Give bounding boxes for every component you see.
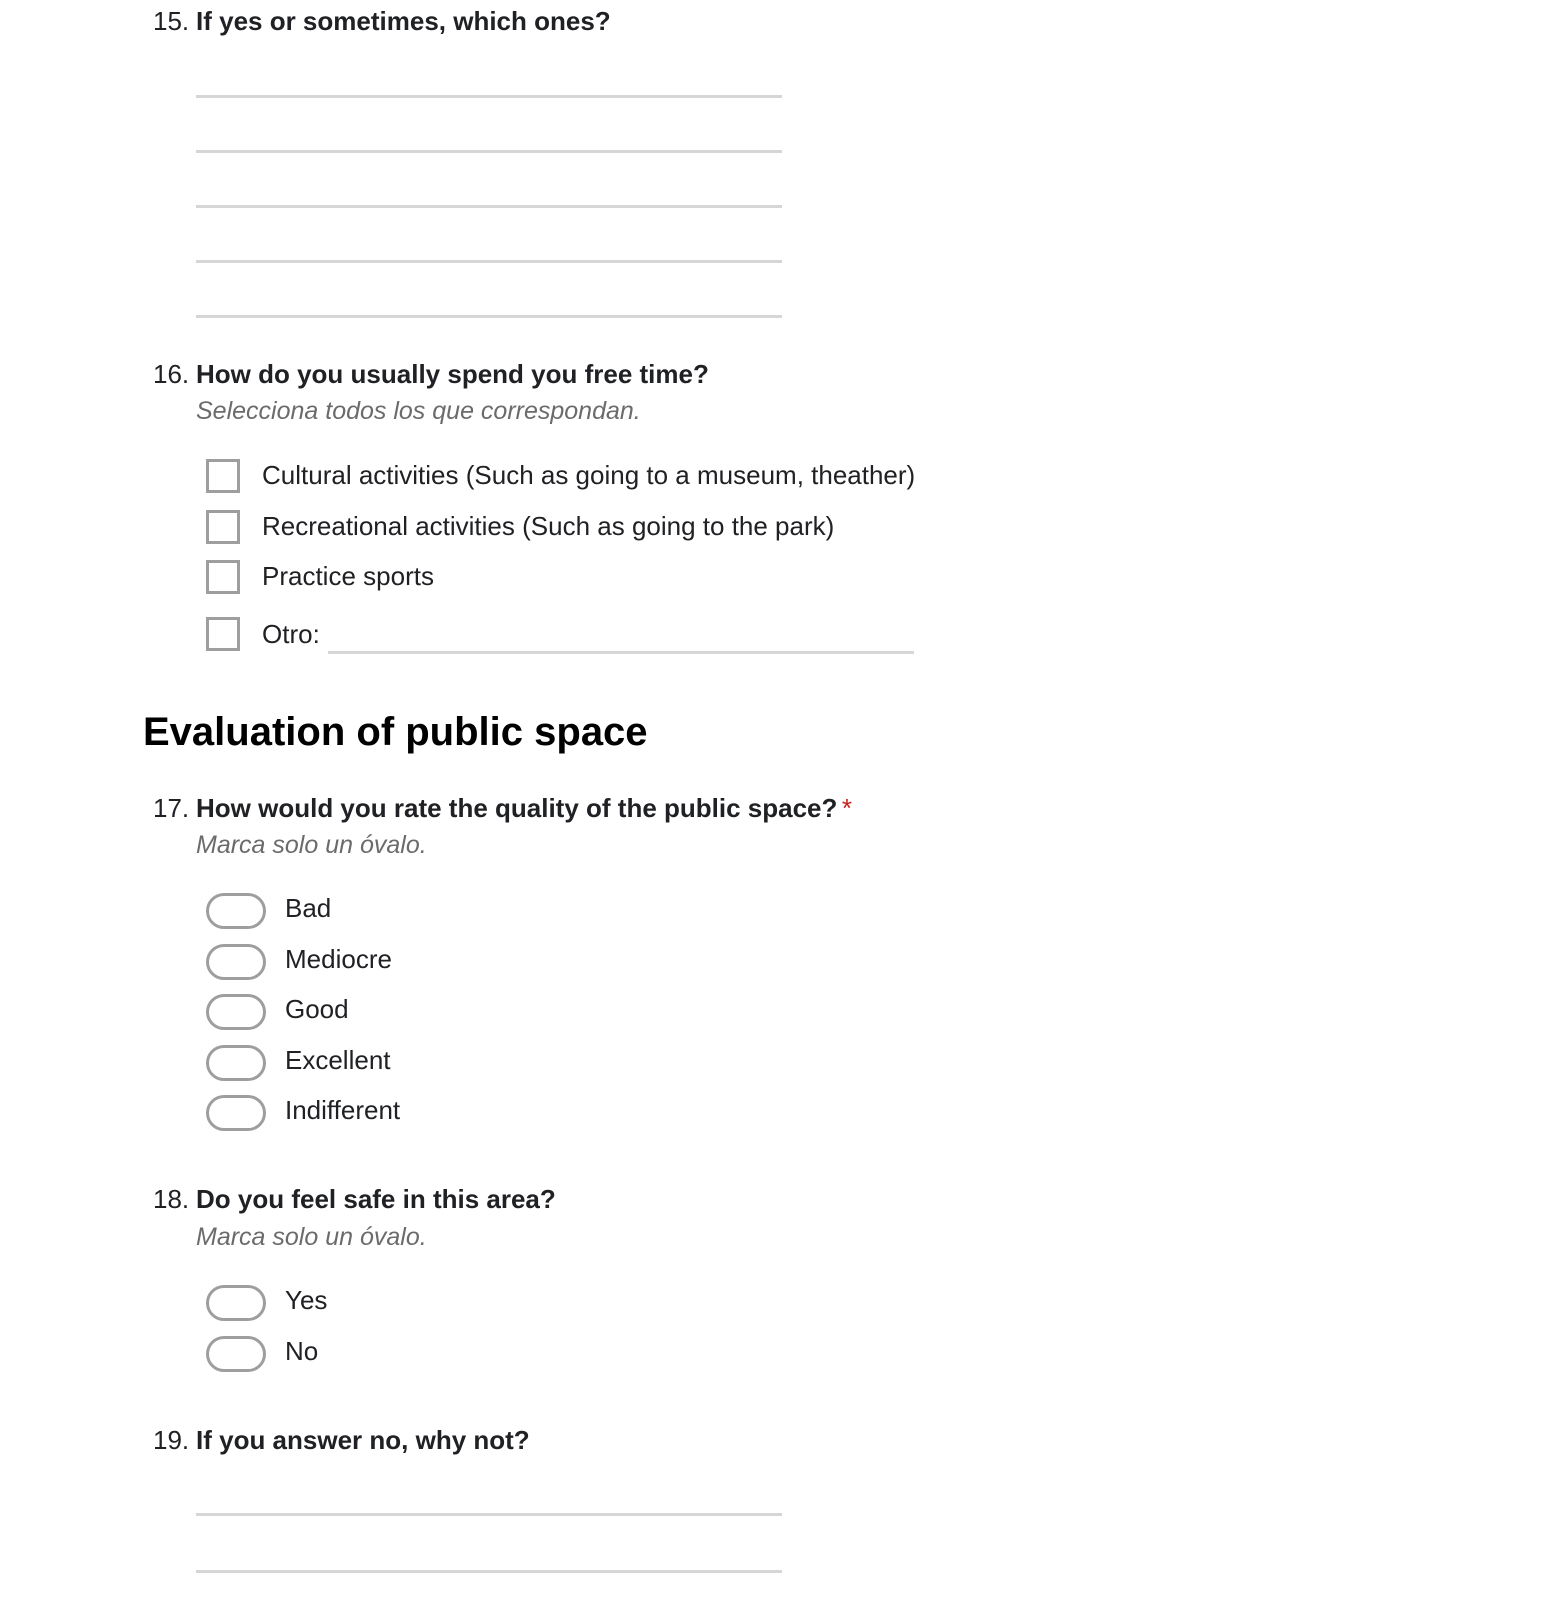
radio-label-good: Good xyxy=(285,994,349,1024)
q16-title: How do you usually spend you free time? xyxy=(196,359,709,389)
q15-answer-line-3[interactable] xyxy=(196,205,782,208)
q19-answer-line-1[interactable] xyxy=(196,1513,782,1516)
checkbox-recreational-activities[interactable] xyxy=(206,510,240,544)
radio-label-no: No xyxy=(285,1336,319,1366)
option-label-recreational-activities: Recreational activities (Such as going to the park) xyxy=(262,511,835,541)
checkbox-cultural-activities[interactable] xyxy=(206,459,240,493)
q19-title: If you answer no, why not? xyxy=(196,1425,530,1455)
radio-label-indifferent: Indifferent xyxy=(285,1095,401,1125)
q15-answer-line-5[interactable] xyxy=(196,315,782,318)
q15-answer-line-4[interactable] xyxy=(196,260,782,263)
q18-number: 18. xyxy=(153,1184,190,1214)
radio-no[interactable] xyxy=(206,1336,266,1372)
option-label-other: Otro: xyxy=(262,619,320,649)
checkbox-practice-sports[interactable] xyxy=(206,560,240,594)
required-asterisk: * xyxy=(841,793,852,823)
q17-hint: Marca solo un óvalo. xyxy=(196,831,427,859)
checkbox-other[interactable] xyxy=(206,617,240,651)
q15-answer-line-1[interactable] xyxy=(196,95,782,98)
q15-answer-line-2[interactable] xyxy=(196,150,782,153)
radio-indifferent[interactable] xyxy=(206,1095,266,1131)
q16-hint: Selecciona todos los que correspondan. xyxy=(196,397,641,425)
q19-answer-line-2[interactable] xyxy=(196,1570,782,1573)
q19-number: 19. xyxy=(153,1425,190,1455)
q18-title: Do you feel safe in this area? xyxy=(196,1184,556,1214)
q17-title-row xyxy=(196,793,852,824)
q15-number: 15. xyxy=(153,6,190,36)
other-text-input[interactable] xyxy=(328,651,914,654)
radio-good[interactable] xyxy=(206,994,266,1030)
option-label-practice-sports: Practice sports xyxy=(262,561,434,591)
radio-yes[interactable] xyxy=(206,1285,266,1321)
q17-title: How would you rate the quality of the public space? xyxy=(196,793,838,823)
q15-title: If yes or sometimes, which ones? xyxy=(196,6,611,36)
radio-label-excellent: Excellent xyxy=(285,1045,391,1075)
q18-hint: Marca solo un óvalo. xyxy=(196,1223,427,1251)
radio-excellent[interactable] xyxy=(206,1045,266,1081)
radio-label-bad: Bad xyxy=(285,893,332,923)
section-title: Evaluation of public space xyxy=(143,710,648,754)
radio-mediocre[interactable] xyxy=(206,944,266,980)
radio-label-mediocre: Mediocre xyxy=(285,944,392,974)
q17-number: 17. xyxy=(153,793,190,823)
option-label-cultural-activities: Cultural activities (Such as going to a museum, theather) xyxy=(262,460,916,490)
radio-bad[interactable] xyxy=(206,893,266,929)
radio-label-yes: Yes xyxy=(285,1285,328,1315)
q16-number: 16. xyxy=(153,359,190,389)
